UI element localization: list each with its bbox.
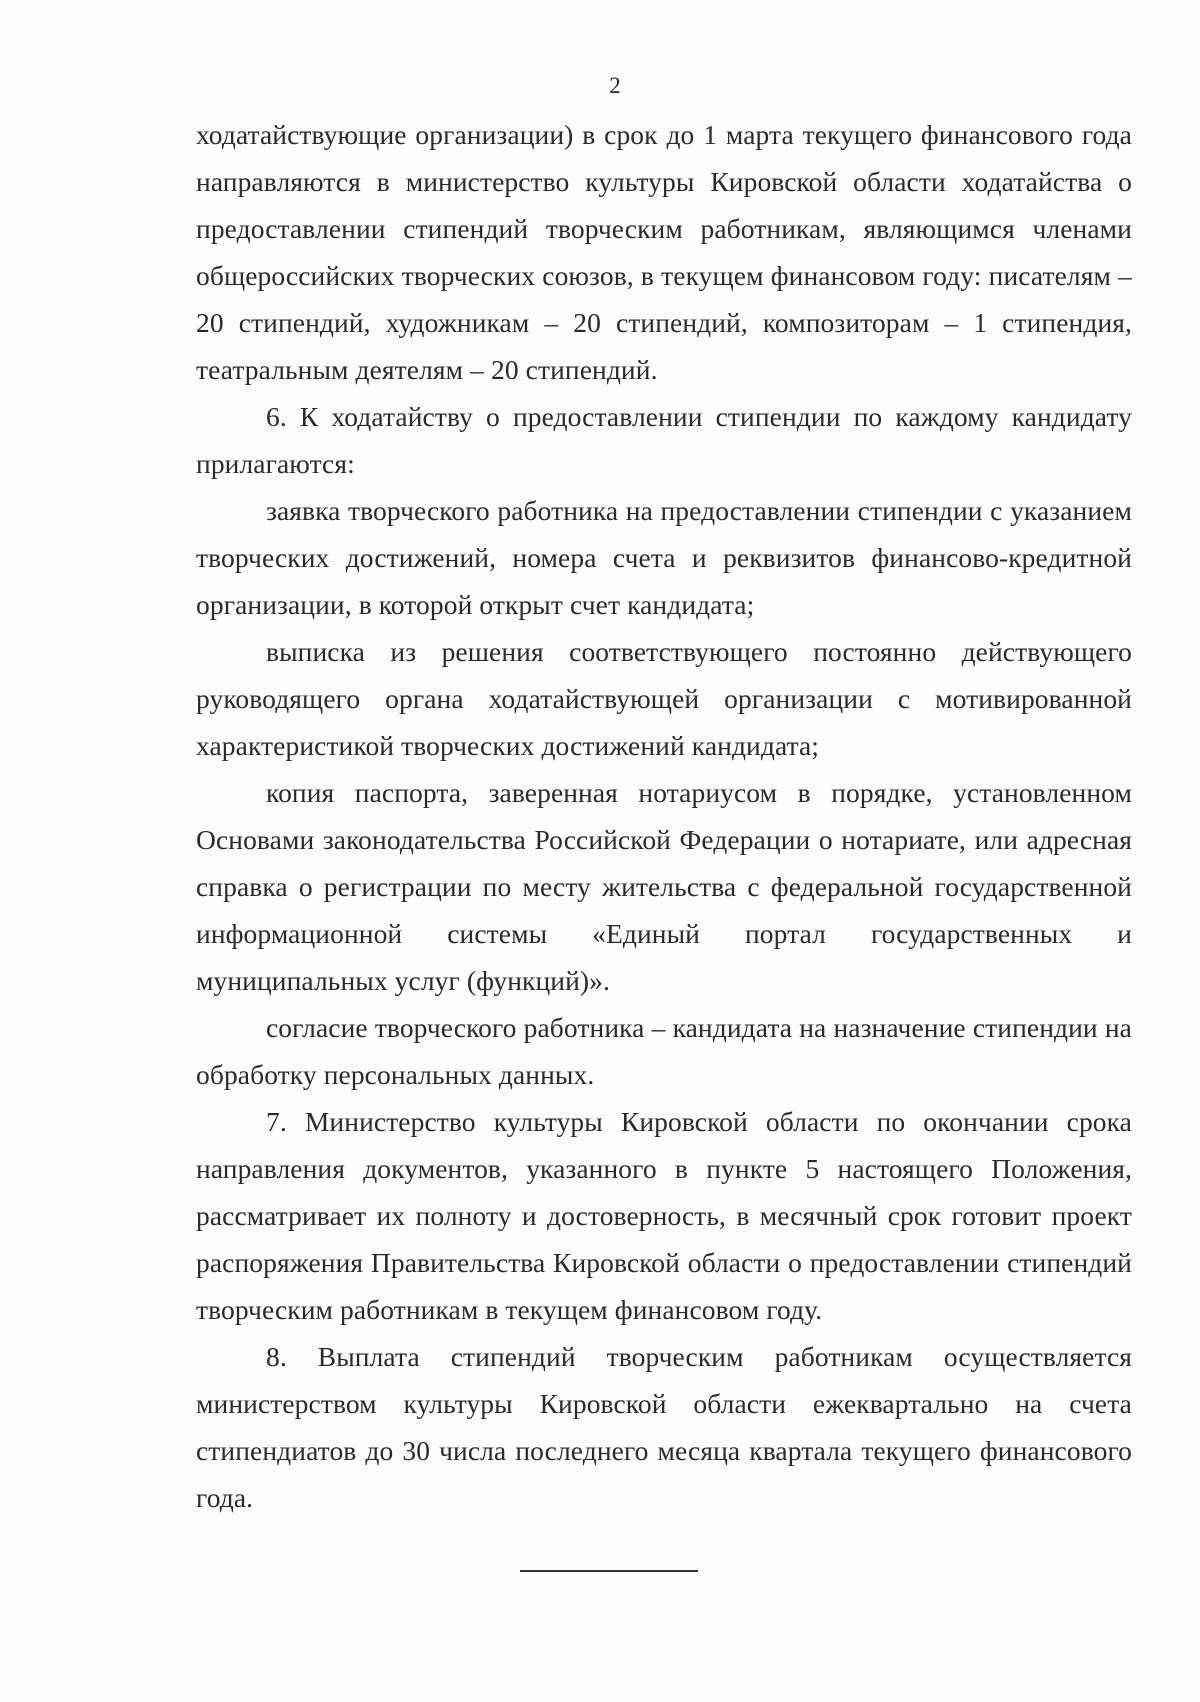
paragraph-item-7: 7. Министерство культуры Кировской области по окончании срока направления документов, указанного в пункте 5 настоящего Положения, рассматривает их полноту и достоверность, в месячный срок готовит проект распоряжения Правительства Кировской области о предоставлении стипендий творческим работникам в текущем финансовом году. — [196, 1106, 1132, 1325]
paragraph-item-8: 8. Выплата стипендий творческим работникам осуществляется министерством культуры Кировской области ежеквартально на счета стипендиатов до 30 числа последнего месяца квартала текущего финансового года. — [196, 1341, 1132, 1513]
document-body — [196, 111, 1132, 1521]
paragraph-continuation: ходатайствующие организации) в срок до 1 марта текущего финансового года направляются в министерство культуры Кировской области ходатайства о предоставлении стипендий творческим работникам, являющимся членами общероссийских творческих союзов, в текущем финансовом году: писателям – 20 стипендий, художникам – 20 стипендий, композиторам – 1 стипендия, театральным деятелям – 20 стипендий. — [196, 119, 1132, 385]
paragraph-extract: выписка из решения соответствующего постоянно действующего руководящего органа ходатайствующей организации с мотивированной характеристикой творческих достижений кандидата; — [196, 636, 1132, 761]
paragraph-passport-copy: копия паспорта, заверенная нотариусом в порядке, установленном Основами законодательства Российской Федерации о нотариате, или адресная справка о регистрации по месту жительства с федеральной государственной информационной системы «Единый портал государственных и муниципальных услуг (функций)». — [196, 777, 1132, 996]
page-number: 2 — [609, 73, 621, 98]
paragraph-application: заявка творческого работника на предоставлении стипендии с указанием творческих достижений, номера счета и реквизитов финансово-кредитной организации, в которой открыт счет кандидата; — [196, 495, 1132, 620]
paragraph-item-6: 6. К ходатайству о предоставлении стипендии по каждому кандидату прилагаются: — [196, 401, 1132, 479]
paragraph-consent: согласие творческого работника – кандидата на назначение стипендии на обработку персональных данных. — [196, 1012, 1132, 1090]
end-of-document-rule — [520, 1570, 698, 1572]
